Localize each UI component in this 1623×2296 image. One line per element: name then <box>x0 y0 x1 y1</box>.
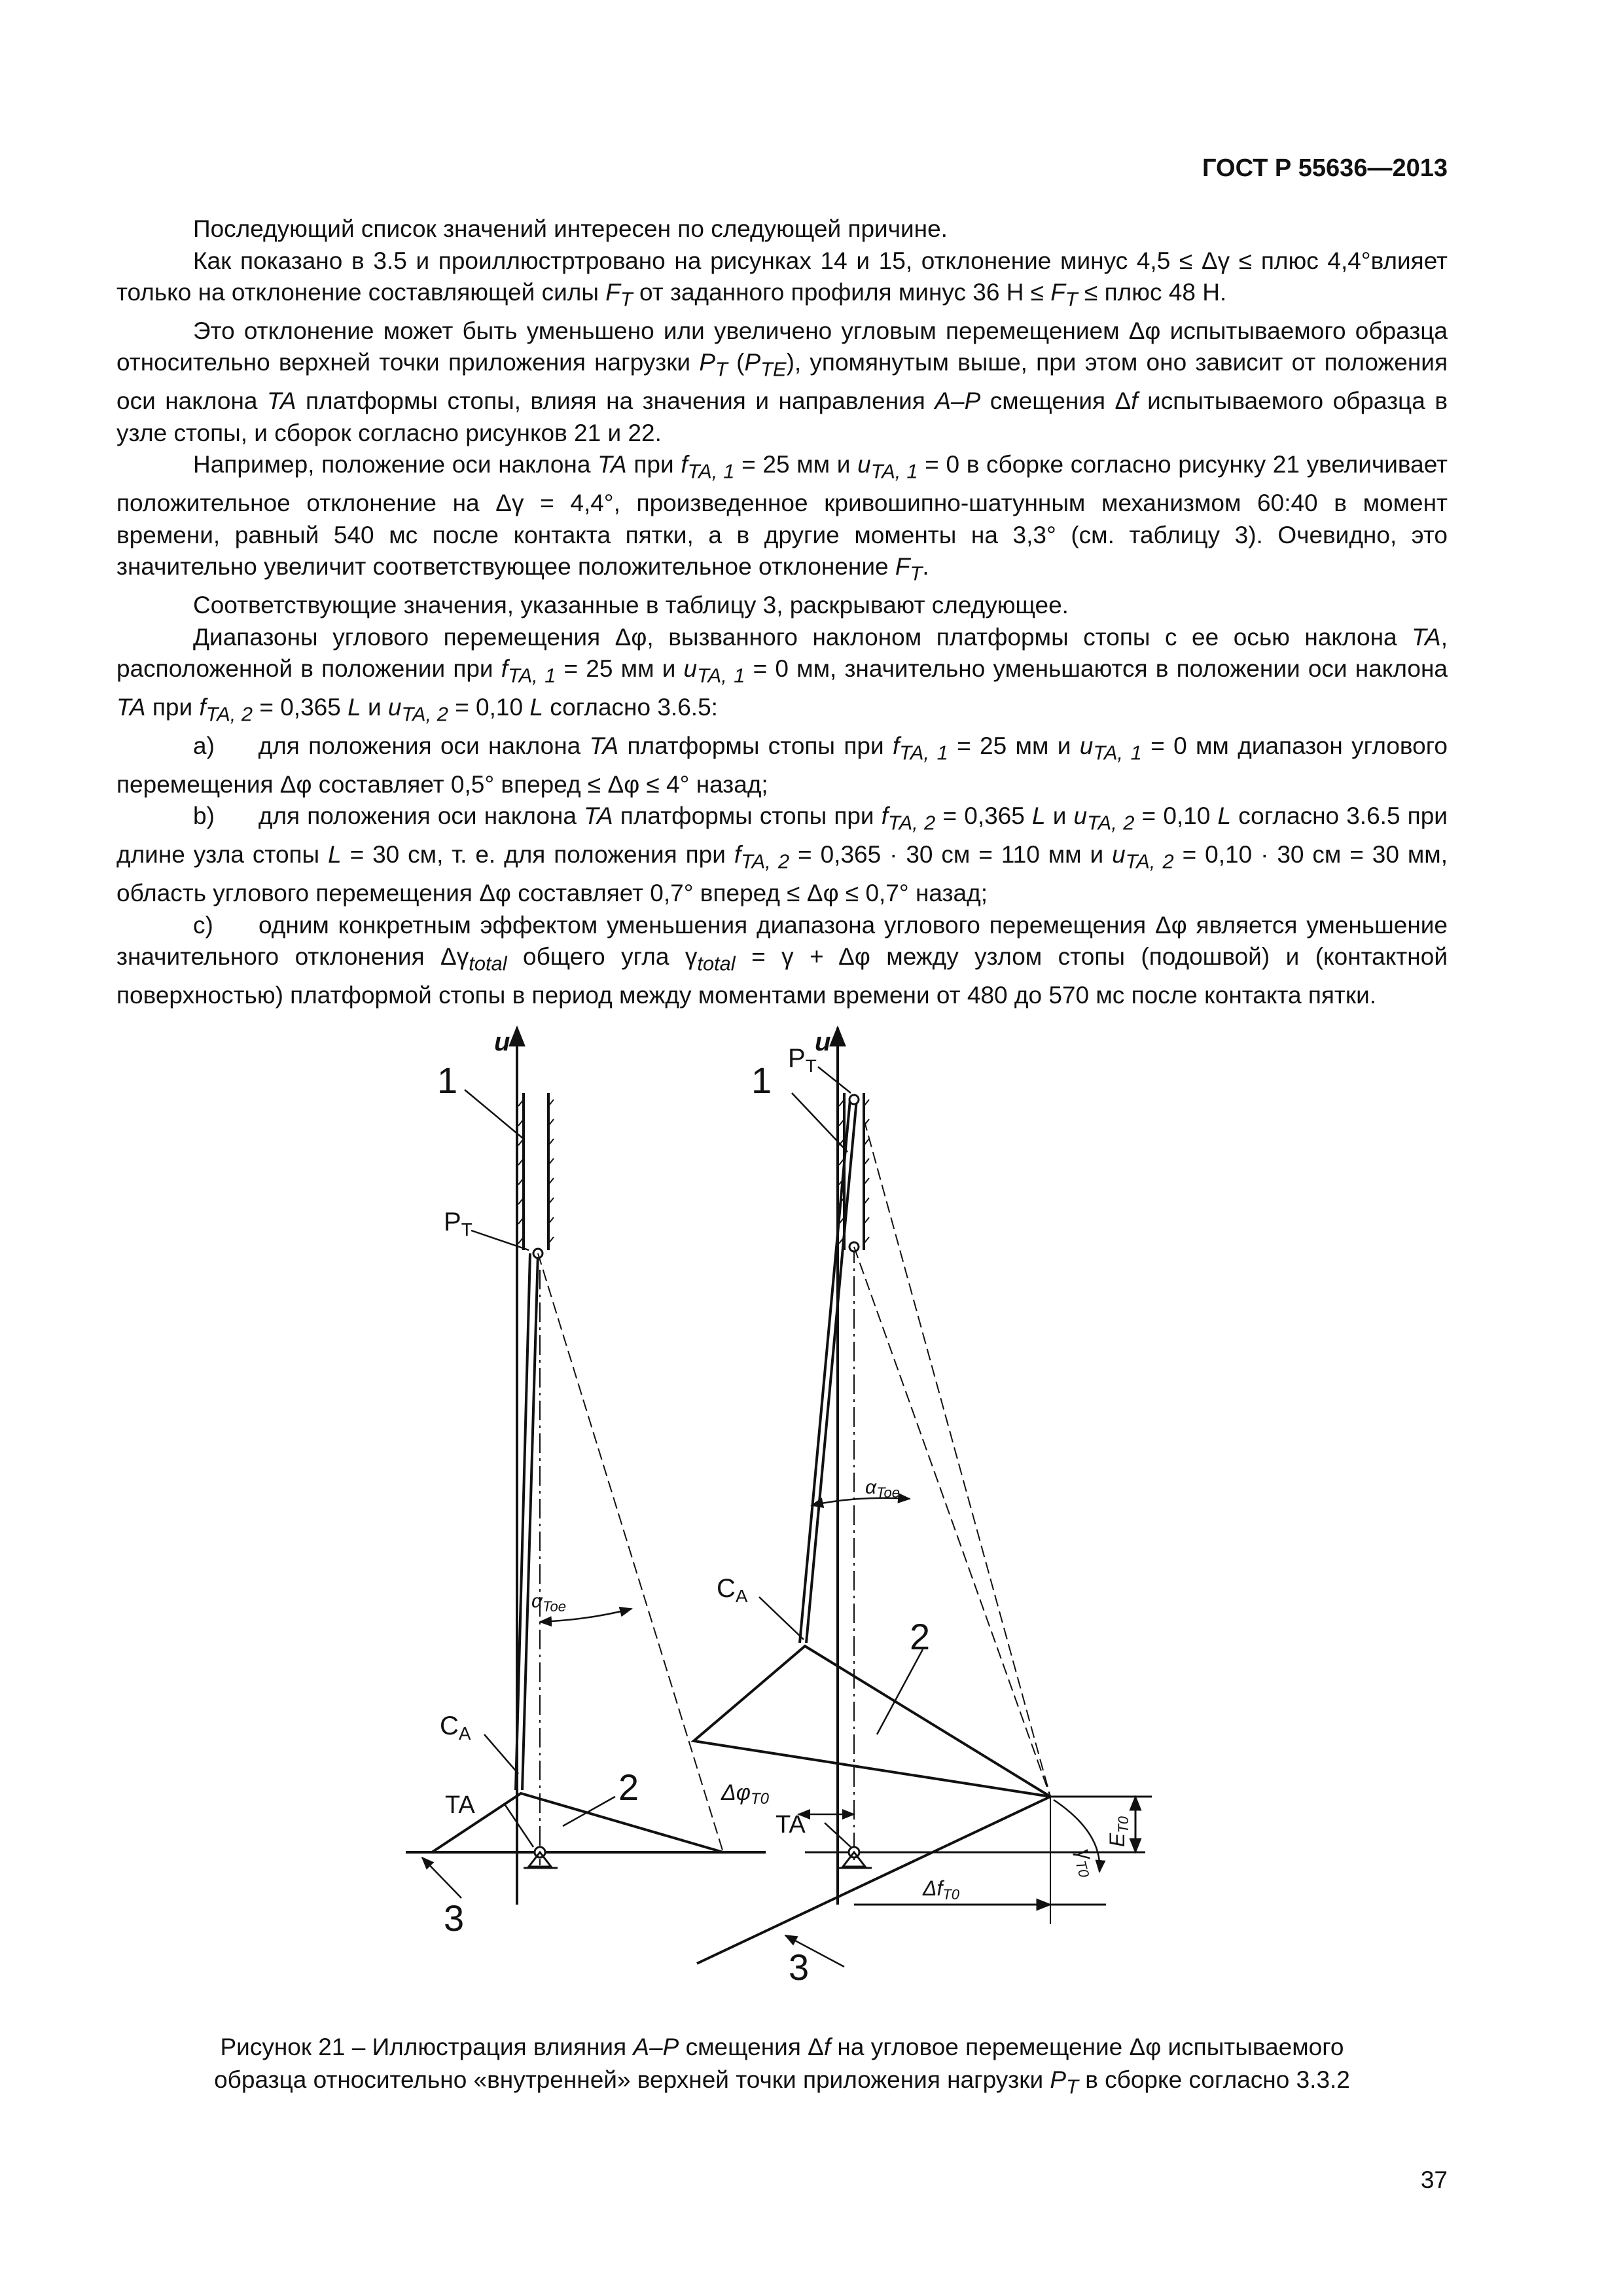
right-ca-label: $C_A$ <box>717 1574 748 1606</box>
right-pylon <box>806 1100 857 1643</box>
caption-line-2: образца относительно «внутренней» верхней точки приложения нагрузки $P_T$ в сборке согласно 3.3.2 <box>214 2066 1350 2098</box>
document-header: ГОСТ Р 55636—2013 <box>1202 154 1448 182</box>
left-toe-dashed-line <box>538 1253 723 1852</box>
paragraph-4: Например, положение оси наклона TA при $f_{TA, 1} = 25$ мм и $u_{TA, 1} = 0$ в сборке согласно рисунку 21 увеличивает положительное отклонение на Δγ = 4,4°, произведенное кривошипно-шатунным механизмом 60:40 в момент времени, равный 540 мс после контакта пятки, а в другие моменты на 3,3° (см. таблицу 3). Очевидно, это значительно увеличит соответствующее положительное отклонение $F_T$. <box>116 451 1448 585</box>
figure-21-diagram <box>393 1021 1466 2022</box>
left-pylon <box>522 1253 538 1790</box>
caption-line-1: Рисунок 21 – Иллюстрация влияния A–P смещения Δf на угловое перемещение Δφ испытываемого <box>220 2034 1344 2060</box>
right-ta-label: TA <box>776 1811 806 1839</box>
right-pt-label: $P_T$ <box>788 1044 817 1076</box>
right-gamma-label: γT0 <box>1072 1846 1098 1880</box>
right-e-label: ET0 <box>1105 1816 1132 1847</box>
right-toe-dashed-line-2 <box>854 1247 1050 1797</box>
left-label-2: 2 <box>618 1767 639 1808</box>
right-dphi-label: ΔφT0 <box>721 1780 770 1808</box>
right-label-2: 2 <box>910 1616 931 1657</box>
left-leader-1 <box>465 1090 524 1139</box>
figure-21 <box>393 1021 1466 2022</box>
left-leader-ta <box>504 1803 533 1847</box>
figure-caption <box>116 2031 1448 2103</box>
right-ground <box>697 1797 1050 1964</box>
right-df-label: ΔfT0 <box>923 1876 960 1903</box>
right-pivot-top <box>849 1095 859 1104</box>
paragraph-6: Диапазоны углового перемещения Δφ, вызванного наклоном платформы стопы с ее осью наклона TA, расположенной в положении при $f_{TA, 1} = 25$ мм и $u_{TA, 1} = 0$ мм, значительно уменьшаются в положении оси наклона TA при $f_{TA, 2} = 0,365$ L и $u_{TA, 2} = 0,10$ L согласно 3.6.5: <box>116 623 1448 726</box>
right-alpha-label: $\alpha_{Toe}$ <box>865 1477 900 1501</box>
right-leader-pt <box>818 1067 851 1093</box>
page-number: 37 <box>1420 2166 1448 2193</box>
left-foot-platform <box>432 1793 723 1852</box>
list-item-a: a) для положения оси наклона TA платформы стопы при $f_{TA, 1} = 25$ мм и $u_{TA, 1} = 0$ мм диапазон углового перемещения Δφ составляет 0,5° вперед ≤ Δφ ≤ 4° назад; <box>116 732 1448 798</box>
right-u-label: u <box>815 1028 831 1056</box>
right-leader-1 <box>792 1093 847 1152</box>
left-leader-ca <box>484 1734 518 1774</box>
right-leader-2 <box>877 1649 923 1734</box>
left-label-1: 1 <box>437 1060 458 1101</box>
right-label-3: 3 <box>789 1946 810 1988</box>
paragraph-3: Это отклонение может быть уменьшено или увеличено угловым перемещением Δφ испытываемого образца относительно верхней точки приложения нагрузки $P_T$ $(P_{TE})$, упомянутым выше, при этом оно зависит от положения оси наклона TA платформы стопы, влияя на значения и направления A–P смещения Δf испытываемого образца в узле стопы, и сборок согласно рисунков 21 и 22. <box>116 317 1448 446</box>
left-ta-label: TA <box>445 1791 475 1819</box>
body-text <box>116 213 1448 1011</box>
paragraph-5: Соответствующие значения, указанные в таблицу 3, раскрывают следующее. <box>193 592 1069 619</box>
left-leader-3 <box>422 1857 461 1898</box>
right-label-1: 1 <box>751 1060 772 1101</box>
left-pt-label: $P_T$ <box>444 1208 473 1240</box>
left-u-label: u <box>494 1028 510 1056</box>
left-alpha-label: $\alpha_{Toe}$ <box>531 1590 566 1615</box>
paragraph-1: Последующий список значений интересен по следующей причине. <box>193 215 948 242</box>
left-leader-2 <box>563 1797 615 1826</box>
left-label-3: 3 <box>444 1897 465 1939</box>
right-leader-ca <box>759 1597 804 1640</box>
right-pylon <box>800 1100 850 1643</box>
left-ca-label: $C_A$ <box>440 1712 471 1744</box>
right-diagram <box>694 1028 1152 1967</box>
paragraph-2: Как показано в 3.5 и проиллюстртровано на рисунках 14 и 15, отклонение минус 4,5 ≤ Δγ ≤ плюс 4,4°влияет только на отклонение составляющей силы $F_T$ от заданного профиля минус 36 $Н \le F_T$ ≤ плюс 48 Н. <box>116 247 1448 311</box>
right-toe-dashed-line <box>864 1119 1050 1797</box>
left-diagram <box>406 1028 766 1905</box>
list-item-b: b) для положения оси наклона TA платформы стопы при $f_{TA, 2} = 0,365$ L и $u_{TA, 2} = 0,10$ L согласно 3.6.5 при длине узла стопы L = 30 см, т. е. для положения при $f_{TA, 2} = 0,365 \cdot 30$ см = 110 мм и $u_{TA, 2} = 0,10 \cdot 30$ см = 30 мм, область углового перемещения Δφ составляет 0,7° вперед ≤ Δφ ≤ 0,7° назад; <box>116 802 1448 907</box>
right-foot-platform <box>694 1646 1050 1797</box>
list-item-c: c) одним конкретным эффектом уменьшения диапазона углового перемещения Δφ является уменьшение значительного отклонения $\Delta\gamma_{total}$ общего угла $\gamma_{total} = \gamma + \Delta\varphi$ между узлом стопы (подошвой) и (контактной поверхностью) платформой стопы в период между моментами времени от 480 до 570 мс после контакта пятки. <box>116 911 1448 1009</box>
